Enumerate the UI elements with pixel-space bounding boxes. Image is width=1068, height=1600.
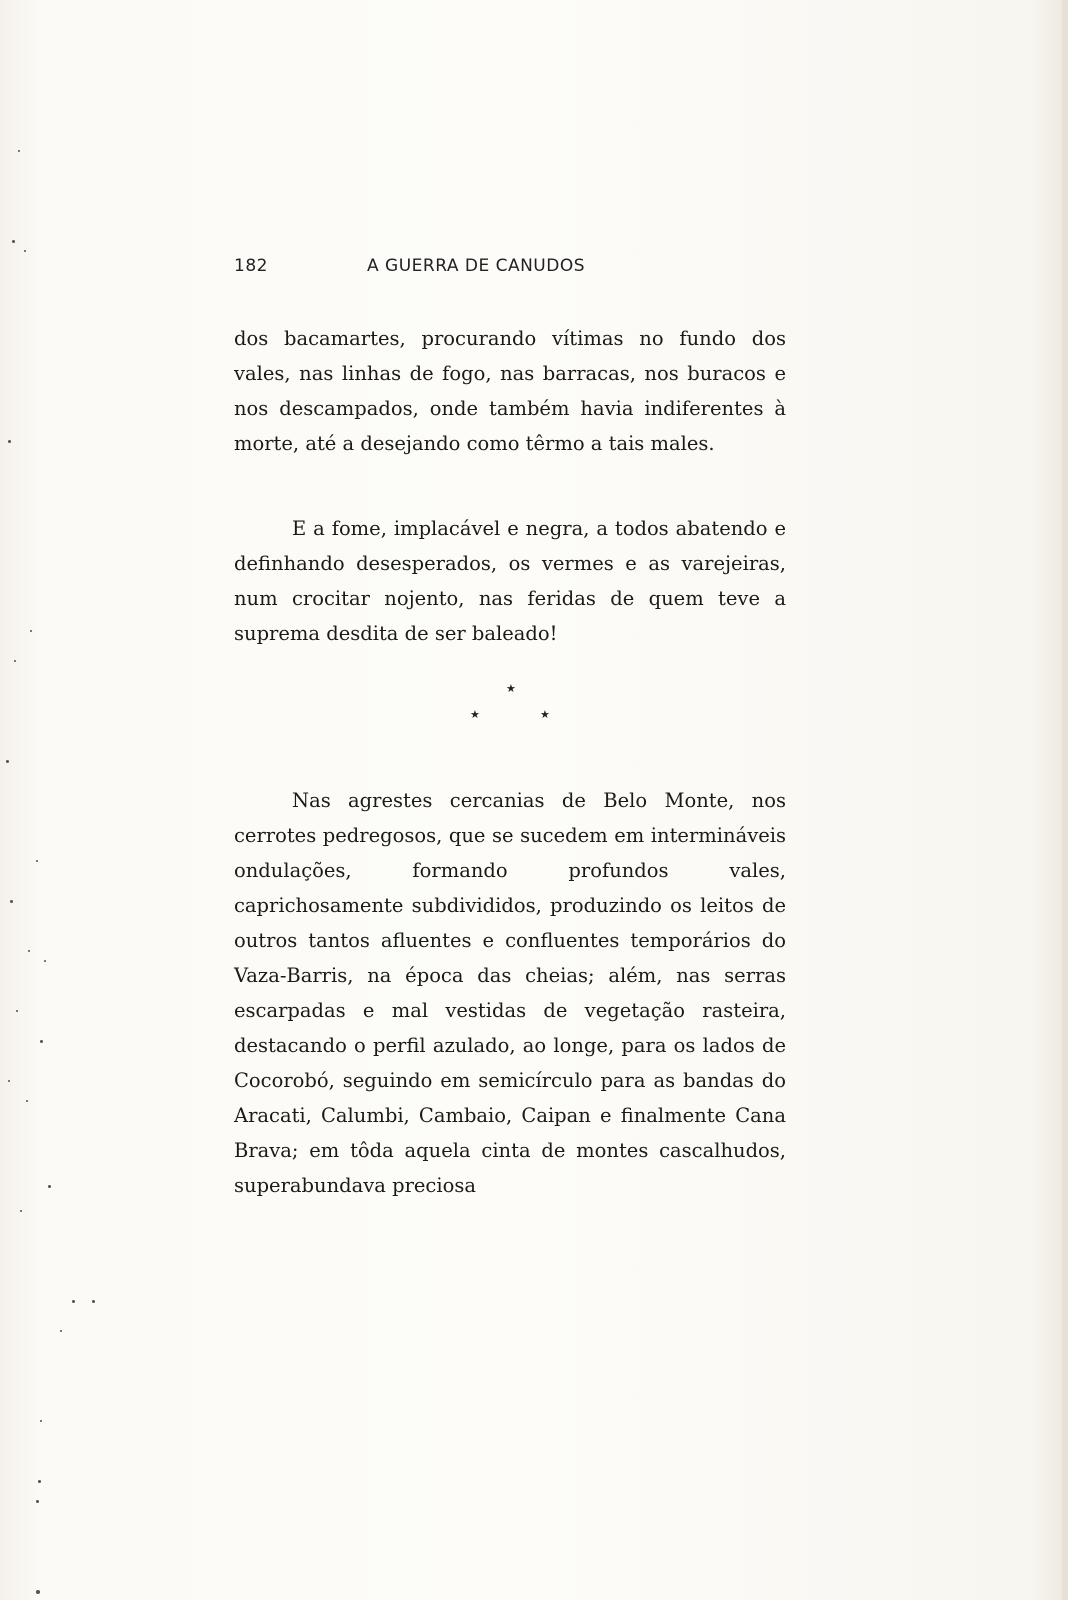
paper-speck <box>26 1100 28 1102</box>
page-header <box>234 256 794 280</box>
paper-speck <box>18 150 20 152</box>
paper-speck <box>36 860 38 862</box>
paper-speck <box>24 250 26 252</box>
paper-speck <box>40 1040 43 1043</box>
paragraph-text: dos bacamartes, procurando vítimas no fundo dos vales, nas linhas de fogo, nas barracas, nos buracos e nos descampados, onde também havia indiferentes à morte, até a desejando como têrmo a tais males. <box>234 327 786 455</box>
paper-speck <box>40 1420 42 1422</box>
paper-speck <box>8 440 11 443</box>
paper-speck <box>30 630 32 632</box>
paper-speck <box>36 1590 40 1594</box>
running-title: A GUERRA DE CANUDOS <box>367 256 586 276</box>
paper-speck <box>36 1500 39 1503</box>
paper-speck <box>72 1300 75 1303</box>
star-icon: ★ <box>540 708 550 721</box>
paper-speck <box>48 1185 51 1188</box>
paper-speck <box>28 950 30 952</box>
star-icon: ★ <box>506 682 516 695</box>
paper-speck <box>6 760 9 763</box>
paper-speck <box>92 1300 95 1303</box>
paper-speck <box>10 900 13 903</box>
paper-speck <box>20 1210 22 1212</box>
section-break <box>440 682 560 732</box>
paper-speck <box>38 1480 41 1483</box>
paper-speck <box>60 1330 62 1332</box>
page-edge <box>1062 0 1068 1600</box>
paper-speck <box>16 1010 18 1012</box>
paper-speck <box>12 240 15 243</box>
paragraph-2 <box>234 511 786 651</box>
paragraph-text: Nas agrestes cercanias de Belo Monte, nos cerrotes pedregosos, que se sucedem em intermináveis ondulações, formando profundos vales, caprichosamente subdivididos, produzindo os leitos de outros tantos afluentes e confluentes temporários do Vaza-Barris, na época das cheias; além, nas serras escarpadas e mal vestidas de vegetação rasteira, destacando o perfil azulado, ao longe, para os lados de Cocorobó, seguindo em semicírculo para as bandas do Aracati, Calumbi, Cambaio, Caipan e finalmente Cana Brava; em tôda aquela cinta de montes cascalhudos, superabundava preciosa <box>234 789 786 1197</box>
paragraph-3 <box>234 783 786 1203</box>
paper-speck <box>14 660 16 662</box>
paragraph-text: E a fome, implacável e negra, a todos abatendo e definhando desesperados, os vermes e as varejeiras, num crocitar nojento, nas feridas de quem teve a suprema desdita de ser baleado! <box>234 517 786 645</box>
page-number: 182 <box>234 256 268 276</box>
paper-speck <box>44 960 46 962</box>
paragraph-1 <box>234 321 786 461</box>
paper-speck <box>8 1080 10 1082</box>
star-icon: ★ <box>470 708 480 721</box>
